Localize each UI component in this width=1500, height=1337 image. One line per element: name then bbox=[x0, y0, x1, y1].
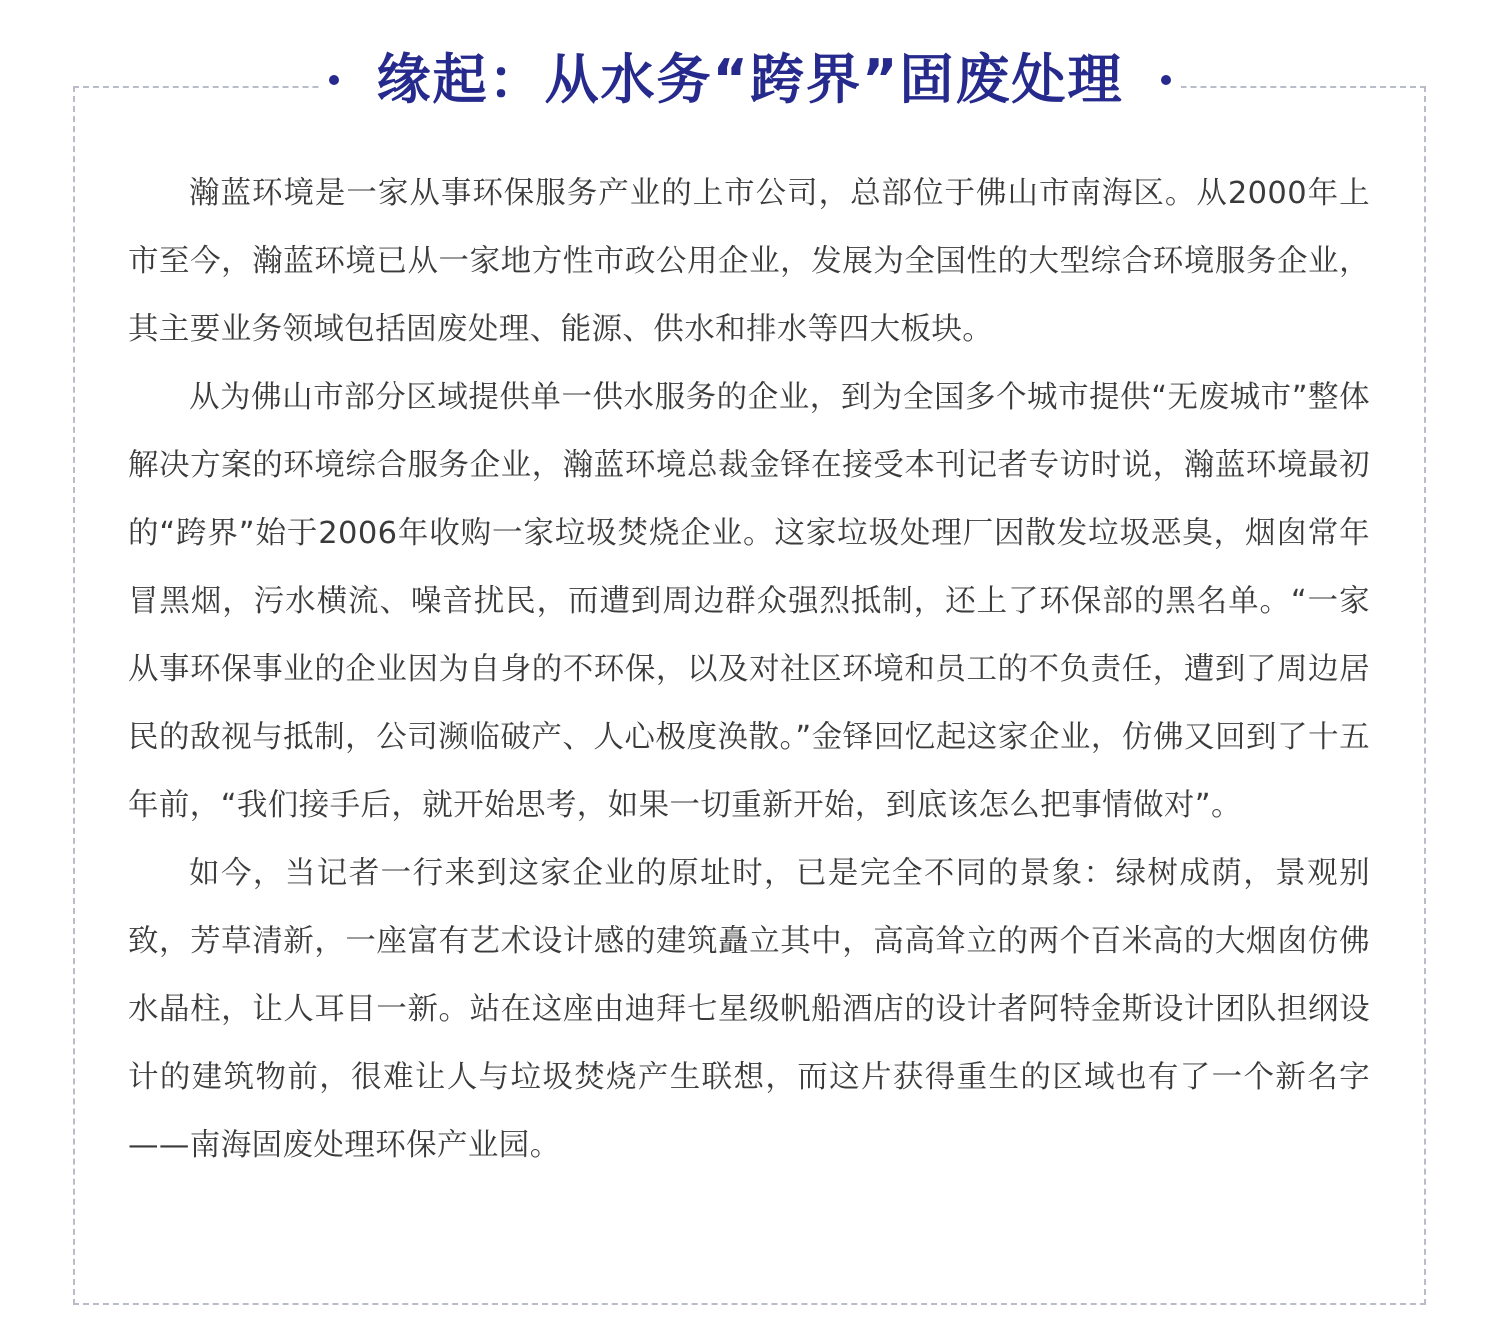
paragraph-3: 如今，当记者一行来到这家企业的原址时，已是完全不同的景象：绿树成荫，景观别致，芳草清新，一座富有艺术设计感的建筑矗立其中，高高耸立的两个百米高的大烟囱仿佛水晶柱，让人耳目一新。站在这座由迪拜七星级帆船酒店的设计者阿特金斯设计团队担纲设计的建筑物前，很难让人与垃圾焚烧产生联想，而这片获得重生的区域也有了一个新名字——南海固废处理环保产业园。 bbox=[128, 856, 1370, 1163]
title-bar bbox=[319, 40, 1182, 120]
section-header bbox=[0, 40, 1500, 120]
right-dot-icon bbox=[1161, 75, 1171, 85]
paragraph-2: 从为佛山市部分区域提供单一供水服务的企业，到为全国多个城市提供“无废城市”整体解决方案的环境综合服务企业，瀚蓝环境总裁金铎在接受本刊记者专访时说，瀚蓝环境最初的“跨界”始于2006年收购一家垃圾焚烧企业。这家垃圾处理厂因散发垃圾恶臭，烟囱常年冒黑烟，污水横流、噪音扰民，而遭到周边群众强烈抵制，还上了环保部的黑名单。“一家从事环保事业的企业因为自身的不环保，以及对社区环境和员工的不负责任，遭到了周边居民的敌视与抵制，公司濒临破产、人心极度涣散。”金铎回忆起这家企业，仿佛又回到了十五年前，“我们接手后，就开始思考，如果一切重新开始，到底该怎么把事情做对”。 bbox=[128, 380, 1370, 823]
left-dot-icon bbox=[329, 75, 339, 85]
article-body bbox=[128, 160, 1370, 1180]
paragraph-1: 瀚蓝环境是一家从事环保服务产业的上市公司，总部位于佛山市南海区。从2000年上市至今，瀚蓝环境已从一家地方性市政公用企业，发展为全国性的大型综合环境服务企业，其主要业务领域包括固废处理、能源、供水和排水等四大板块。 bbox=[128, 176, 1370, 347]
section-title: 缘起：从水务“跨界”固废处理 bbox=[376, 48, 1124, 111]
